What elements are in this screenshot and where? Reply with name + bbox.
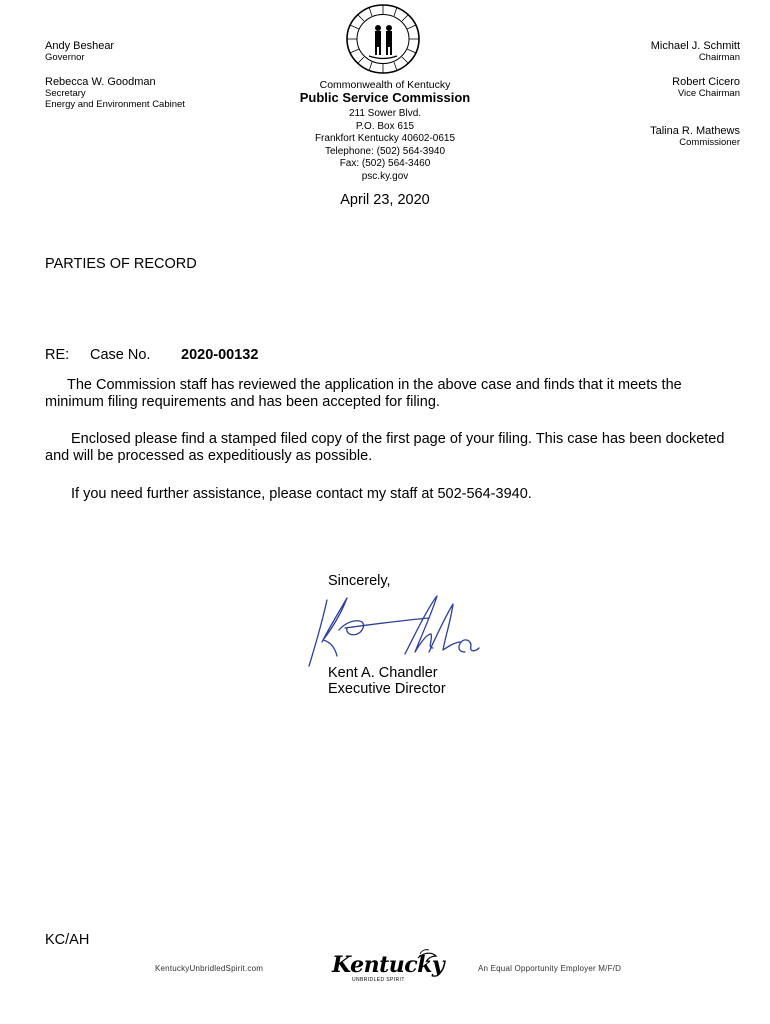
closing: Sincerely, [328,573,391,589]
paragraph-2: Enclosed please find a stamped filed copy of the first page of your filing. This case has been docketed and will be processed as expeditiously as possible. [45,431,725,464]
vice-chairman-title: Vice Chairman [677,88,740,99]
secretary-title: Secretary [45,88,86,99]
secretary-cabinet: Energy and Environment Cabinet [45,99,185,110]
address-line-2: P.O. Box 615 [355,121,415,132]
vice-chairman-name: Robert Cicero [672,76,740,88]
commonwealth-seal-icon [344,3,422,75]
letter-date: April 23, 2020 [340,192,430,208]
signer-title: Executive Director [328,681,446,697]
footer-equal-opportunity: An Equal Opportunity Employer M/F/D [478,964,622,973]
typist-initials: KC/AH [45,932,90,948]
logo-wordmark: Kentucky [332,952,445,978]
case-label: Case No. [90,347,151,363]
handwritten-signature [305,590,485,670]
footer-website: KentuckyUnbridledSpirit.com [155,964,264,973]
commonwealth-label: Commonwealth of Kentucky [319,79,451,91]
agency-name: Public Service Commission [299,90,471,105]
governor-title: Governor [45,52,85,63]
website: psc.ky.gov [361,171,409,182]
governor-name: Andy Beshear [45,40,115,52]
paragraph-1: The Commission staff has reviewed the application in the above case and finds that it meets the minimum filing requirements and has been accepted for filing. [45,377,682,410]
commissioner-title: Commissioner [679,137,740,148]
address-line-1: 211 Sower Blvd. [348,108,422,119]
recipient: PARTIES OF RECORD [45,256,197,272]
chairman-title: Chairman [698,52,740,63]
fax: Fax: (502) 564-3460 [339,158,431,169]
case-number: 2020-00132 [181,347,259,363]
kentucky-unbridled-spirit-logo [330,948,445,988]
address-line-3: Frankfort Kentucky 40602-0615 [314,133,456,144]
logo-tagline: UNBRIDLED SPIRIT [352,977,405,983]
paragraph-3: If you need further assistance, please contact my staff at 502-564-3940. [71,486,532,502]
telephone: Telephone: (502) 564-3940 [324,146,446,157]
secretary-name: Rebecca W. Goodman [45,76,156,88]
commissioner-name: Talina R. Mathews [650,125,740,137]
signer-name: Kent A. Chandler [328,665,438,681]
chairman-name: Michael J. Schmitt [650,40,740,52]
re-label: RE: [45,347,70,363]
